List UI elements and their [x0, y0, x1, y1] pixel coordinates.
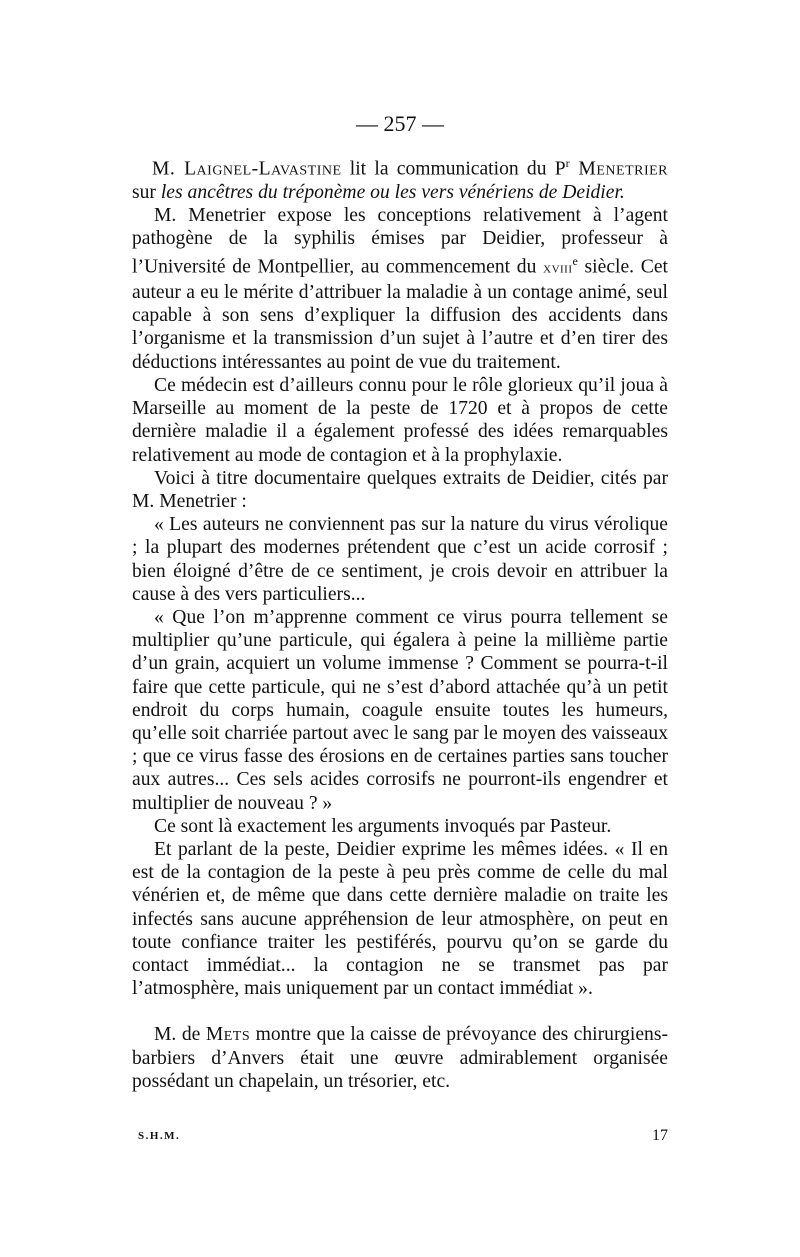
century-numeral: xviii — [543, 260, 573, 277]
paragraph-communication — [132, 152, 668, 204]
paragraph-peste: Et parlant de la peste, Deidier exprime les mêmes idées. « Il en est de la contagion de la peste à peu près comme de celle du mal vénérien et, de même que dans cette dernière maladie on traite les infectés sans aucune appréhension de leur atmosphère, on peut en toute confiance traiter les pestiférés, pourvu qu’on se garde du contact immédiat... la contagion ne se transmet pas par l’atmosphère, mais uniquement par un contact immédiat ». — [132, 838, 668, 1000]
speaker-name: M. Laignel-Lavastine — [152, 158, 342, 180]
paragraph-menetrier — [132, 204, 668, 374]
century-superscript: e — [572, 254, 578, 269]
paragraph-extraits: Voici à titre documentaire quelques extraits de Deidier, cités par M. Menetrier : — [132, 467, 668, 512]
quote-multiplication: « Que l’on m’apprenne comment ce virus pourra tellement se multiplier qu’une particule, qui égalera à peine la millième partie d’un grain, acquiert un volume immense ? Comment se pourra-t-il faire que cette particule, qui ne s’est d’abord attachée qu’à un petit endroit du corps humain, coagule ensuite toutes les humeurs, qu’elle soit charriée partout avec le sang par le moyen des vaisseaux ; que ce virus fasse des érosions en de certaines parties sans toucher aux autres... Ces sels acides corrosifs ne pourront-ils engendrer et multiplier de nouveau ? » — [132, 606, 668, 814]
title-superscript: r — [565, 156, 570, 170]
work-title: les ancêtres du tréponème ou les vers vénériens de Deidier. — [160, 181, 625, 203]
page-number: — 257 — — [356, 111, 444, 136]
paragraph-text-end: siècle. Cet auteur a eu le mérite d’attribuer la maladie à un contage animé, seul capable à son sens d’expliquer la diffusion des accidents dans l’organisme et la transmission d’un sujet à l’autre et d’en tirer des déductions intéressantes au point de vue du traitement. — [132, 256, 668, 373]
paragraph-text: M. Menetrier expose les conceptions relativement à l’agent pathogène de la syphilis émises par Deidier, professeur à l’Université de Montpellier, au commencement du — [132, 204, 668, 278]
text-body — [132, 152, 668, 1093]
author-name: Menetrier — [569, 158, 669, 180]
speaker-name-mets: Mets — [205, 1024, 251, 1046]
sheet-number: 17 — [652, 1127, 668, 1144]
quote-virus-verolique: « Les auteurs ne conviennent pas sur la nature du virus vérolique ; la plupart des modernes prétendent que c’est un acide corrosif ; bien éloigné d’être de ce sentiment, je crois devoir en attribuer la cause à des vers particuliers... — [132, 514, 668, 605]
intro-text-2: sur — [132, 181, 161, 203]
paragraph-medecin: Ce médecin est d’ailleurs connu pour le rôle glorieux qu’il joua à Marseille au moment de la peste de 1720 et à propos de cette dernière maladie il a également professé des idées remarquables relativement au mode de contagion et à la prophylaxie. — [132, 374, 668, 466]
intro-text: lit la communication du P — [341, 158, 566, 180]
paragraph-pasteur: Ce sont là exactement les arguments invoqués par Pasteur. — [154, 815, 612, 837]
paragraph-de-mets — [132, 1023, 668, 1093]
de-mets-text: montre que la caisse de prévoyance des chirurgiens-barbiers d’Anvers était une œuvre admirablement organisée possédant un chapelain, un trésorier, etc. — [132, 1024, 668, 1092]
speaker-prefix: M. de — [154, 1024, 206, 1046]
signature-mark: S.H.M. — [138, 1130, 181, 1142]
